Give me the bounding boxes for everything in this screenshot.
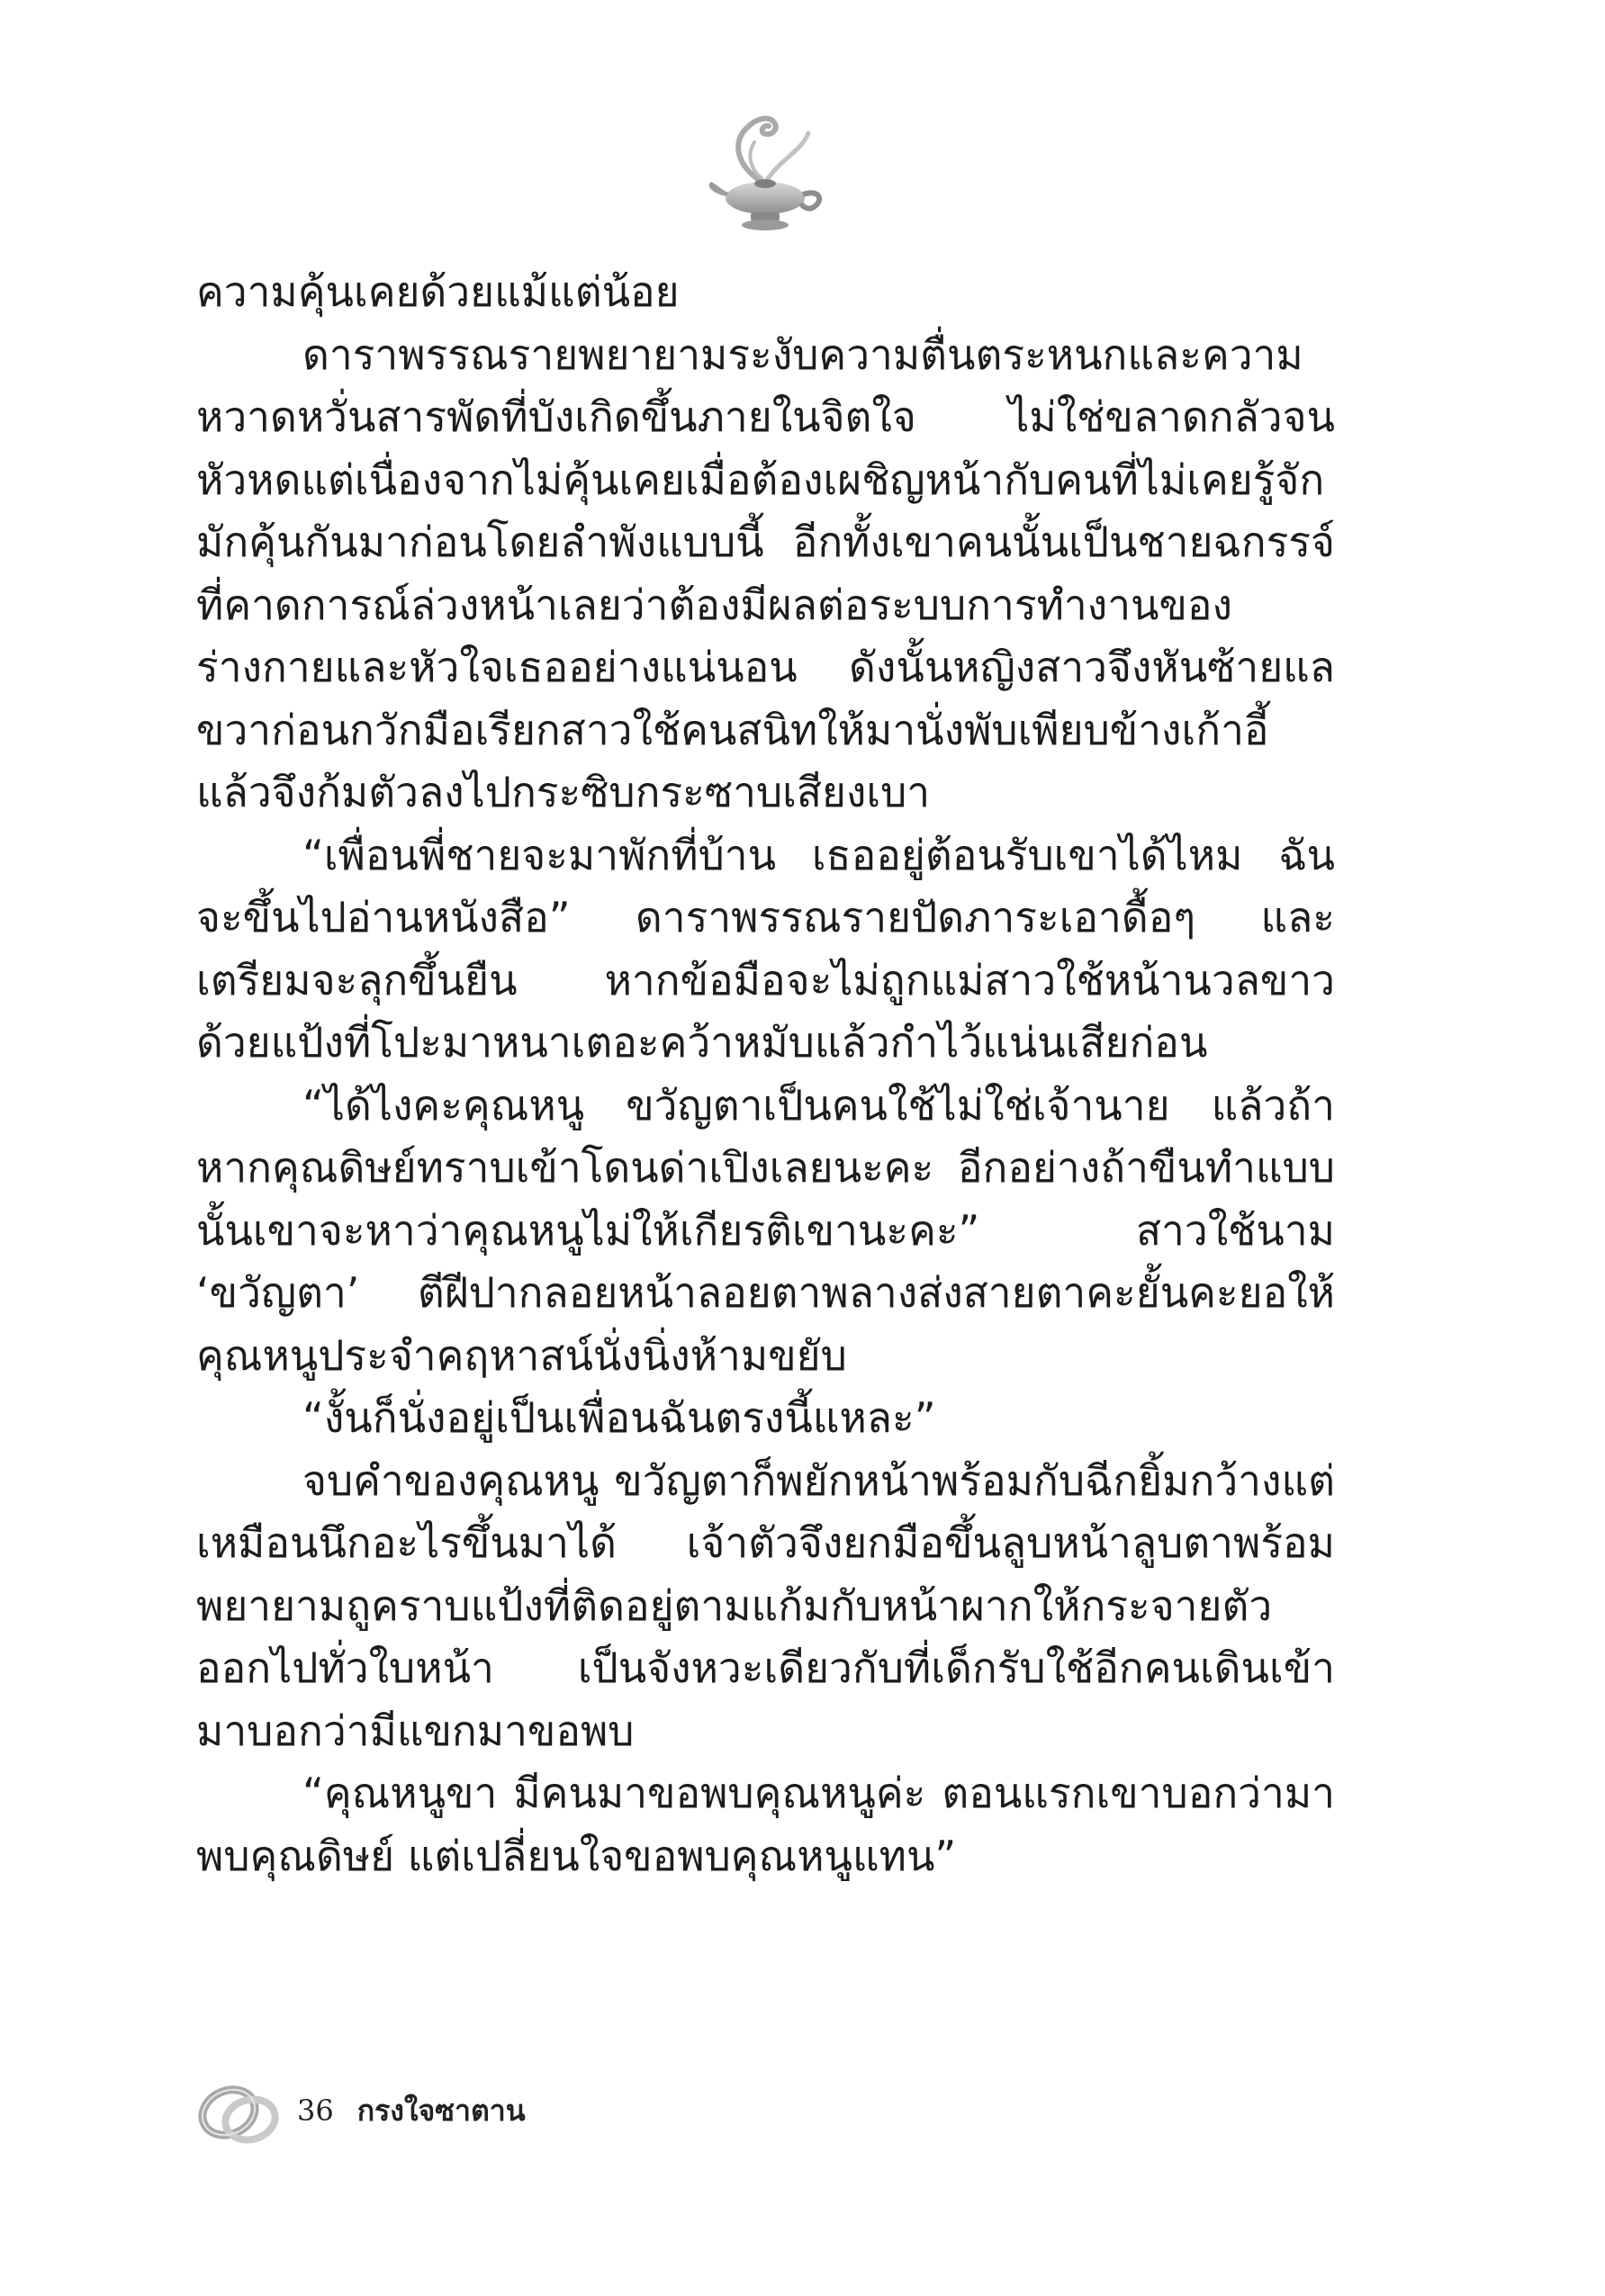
paragraph: “เพื่อนพี่ชายจะมาพักที่บ้าน เธออยู่ต้อนรับเขาได้ไหม ฉันจะขึ้นไปอ่านหนังสือ” ดาราพรรณรายปัดภาระเอาดื้อๆ และเตรียมจะลุกขึ้นยืน หากข้อมือจะไม่ถูกแม่สาวใช้หน้านวลขาวด้วยแป้งที่โปะมาหนาเตอะคว้าหมับแล้วกำไว้แน่นเสียก่อน [196, 830, 1335, 1067]
page-footer [191, 2066, 526, 2156]
book-title: กรงใจซาตาน [356, 2093, 526, 2128]
paragraph: ความคุ้นเคยด้วยแม้แต่น้อย [196, 267, 680, 316]
paragraph: จบคำของคุณหนู ขวัญตาก็พยักหน้าพร้อมกับฉีกยิ้มกว้างแต่เหมือนนึกอะไรขึ้นมาได้ เจ้าตัวจึงยกมือขึ้นลูบหน้าลูบตาพร้อมพยายามถูคราบแป้งที่ติดอยู่ตามแก้มกับหน้าผากให้กระจายตัวออกไปทั่วใบหน้า เป็นจังหวะเดียวกับที่เด็กรับใช้อีกคนเดินเข้ามาบอกว่ามีแขกมาขอพบ [196, 1455, 1335, 1755]
paragraph: ดาราพรรณรายพยายามระงับความตื่นตระหนกและความหวาดหวั่นสารพัดที่บังเกิดขึ้นภายในจิตใจ ไม่ใช่ขลาดกลัวจนหัวหดแต่เนื่องจากไม่คุ้นเคยเมื่อต้องเผชิญหน้ากับคนที่ไม่เคยรู้จักมักคุ้นกันมาก่อนโดยลำพังแบบนี้ อีกทั้งเขาคนนั้นเป็นชายฉกรรจ์ที่คาดการณ์ล่วงหน้าเลยว่าต้องมีผลต่อระบบการทำงานของร่างกายและหัวใจเธออย่างแน่นอน ดังนั้นหญิงสาวจึงหันซ้ายแลขวาก่อนกวักมือเรียกสาวใช้คนสนิทให้มานั่งพับเพียบข้างเก้าอี้ แล้วจึงก้มตัวลงไปกระซิบกระซาบเสียงเบา [196, 329, 1335, 816]
paragraph: “ได้ไงคะคุณหนู ขวัญตาเป็นคนใช้ไม่ใช่เจ้านาย แล้วถ้าหากคุณดิษย์ทราบเข้าโดนด่าเปิงเลยนะคะ อีกอย่างถ้าขืนทำแบบนั้นเขาจะหาว่าคุณหนูไม่ให้เกียรติเขานะคะ” สาวใช้นาม ‘ขวัญตา’ ตีฝีปากลอยหน้าลอยตาพลางส่งสายตาคะยั้นคะยอให้คุณหนูประจำคฤหาสน์นั่งนิ่งห้ามขยับ [196, 1080, 1335, 1380]
wedding-rings-icon [191, 2066, 290, 2156]
page-number: 36 [297, 2093, 334, 2128]
paragraph: “คุณหนูขา มีคนมาขอพบคุณหนูค่ะ ตอนแรกเขาบอกว่ามาพบคุณดิษย์ แต่เปลี่ยนใจขอพบคุณหนูแทน” [196, 1769, 1335, 1880]
body-text [196, 261, 1335, 1887]
genie-lamp-icon [702, 106, 828, 241]
paragraph: “งั้นก็นั่งอยู่เป็นเพื่อนฉันตรงนี้แหละ” [302, 1393, 936, 1442]
